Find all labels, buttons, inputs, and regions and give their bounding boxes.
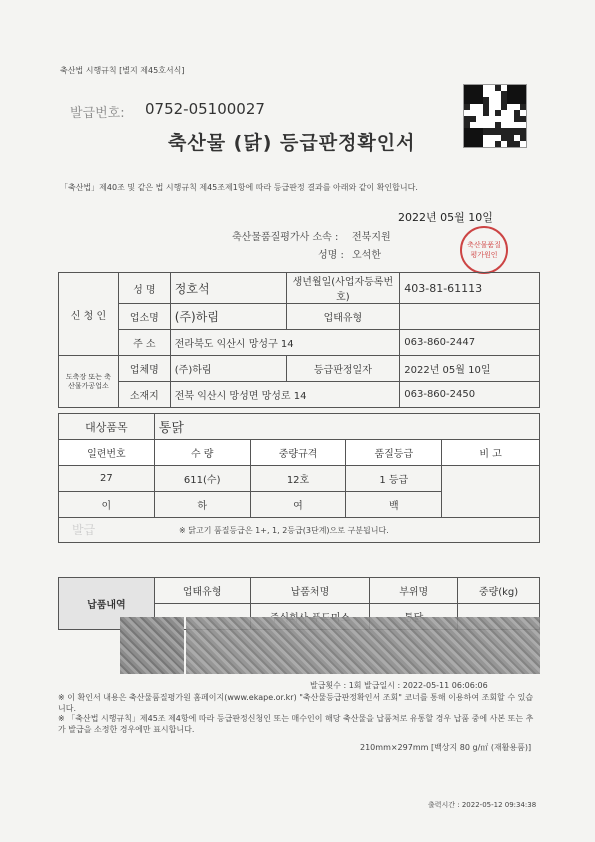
judgment-date-value: 2022년 05월 10일 (400, 356, 540, 382)
korean-quantity: 하 (154, 492, 250, 518)
address-value: 전라북도 익산시 망성구 14 (170, 330, 399, 356)
delivery-header-weight: 중량(kg) (458, 578, 540, 604)
paper-spec: 210mm×297mm [백상지 80 g/㎡ (재활용품)] (360, 743, 532, 752)
official-name-label: 성명 : (318, 250, 344, 261)
company-label: 업체명 (118, 356, 170, 382)
form-label: 축산법 시행규칙 [별지 제45호서식] (60, 66, 185, 75)
company-value: (주)하림 (170, 356, 286, 382)
korean-grade: 백 (346, 492, 442, 518)
header-quantity: 수 량 (154, 440, 250, 466)
facility-phone: 063-860-2450 (400, 382, 540, 408)
business-label: 업소명 (118, 304, 170, 330)
location-value: 전북 익산시 망성면 망성로 14 (170, 382, 399, 408)
seal-text: 축산물품질평가원인 (467, 241, 501, 259)
header-grade: 품질등급 (346, 440, 442, 466)
location-label: 소재지 (118, 382, 170, 408)
printed-time: 출력시간 : 2022-05-12 09:34:38 (428, 801, 537, 809)
issue-date: 2022년 05월 10일 (398, 211, 493, 224)
value-weight: 12호 (250, 466, 346, 492)
delivery-header-type: 업태유형 (154, 578, 250, 604)
value-quantity: 611(수) (154, 466, 250, 492)
affiliation-value: 전북지원 (352, 232, 391, 243)
applicant-name: 정호석 (170, 273, 286, 304)
korean-weight: 여 (250, 492, 346, 518)
header-weight: 중량규격 (250, 440, 346, 466)
redacted-block-2 (186, 617, 540, 674)
value-remarks (442, 466, 540, 518)
delivery-header-recipient: 납품처명 (250, 578, 370, 604)
intro-text: 「축산법」제40조 및 같은 법 시행규칙 제45조제1항에 따라 등급판정 결과를 아래와 같이 확인합니다. (60, 183, 418, 192)
qr-module (520, 141, 526, 147)
notice-2: ※ 「축산법 시행규칙」제45조 제4항에 따라 등급판정신청인 또는 매수인이 해당 축산물을 납품처로 유통할 경우 납품 중에 사본 또는 추가 발급을 소정한 경우에만 표시합니다. (58, 714, 534, 734)
faint-label: 발급 (72, 523, 96, 537)
official-name: 오석한 (352, 250, 381, 261)
business-type-label: 업태유형 (286, 304, 400, 330)
value-grade: 1 등급 (346, 466, 442, 492)
grade-note: ※ 닭고기 품질등급은 1+, 1, 2등급(3단계)으로 구분됩니다. (59, 518, 540, 543)
address-label: 주 소 (118, 330, 170, 356)
birth-value: 403-81-61113 (400, 273, 540, 304)
redacted-block-1 (120, 617, 184, 674)
product-value: 통닭 (154, 414, 539, 440)
judgment-date-label: 등급판정일자 (286, 356, 400, 382)
applicant-name-label: 성 명 (118, 273, 170, 304)
business-value: (주)하림 (170, 304, 286, 330)
birth-label: 생년월일(사업자등록번호) (286, 273, 400, 304)
facility-section-label: 도축장 또는 축산물가공업소 (59, 356, 119, 408)
notice-1: ※ 이 확인서 내용은 축산물품질평가원 홈페이지(www.ekape.or.kr) "축산물등급판정확인서 조회" 코너를 통해 이용하여 조회할 수 있습니다. (58, 693, 534, 713)
page-title: 축산물 (닭) 등급판정확인서 (168, 132, 416, 154)
qr-code (463, 84, 527, 148)
delivery-header-part: 부위명 (370, 578, 458, 604)
official-seal (460, 226, 508, 274)
business-type-value (400, 304, 540, 330)
product-label: 대상품목 (59, 414, 155, 440)
applicant-table (58, 272, 540, 408)
korean-serial: 이 (59, 492, 155, 518)
applicant-section-label: 신 청 인 (59, 273, 119, 356)
affiliation-label: 축산물품질평가사 소속 : (232, 232, 339, 243)
value-serial: 27 (59, 466, 155, 492)
issue-number-label: 발급번호: (70, 106, 125, 121)
applicant-phone: 063-860-2447 (400, 330, 540, 356)
header-remarks: 비 고 (442, 440, 540, 466)
issue-number: 0752-05100027 (145, 100, 265, 118)
header-serial: 일련번호 (59, 440, 155, 466)
results-table (58, 413, 540, 543)
delivery-label: 납품내역 (59, 578, 155, 630)
issue-copies: 발급횟수 : 1회 발급일시 : 2022-05-11 06:06:06 (310, 681, 488, 690)
